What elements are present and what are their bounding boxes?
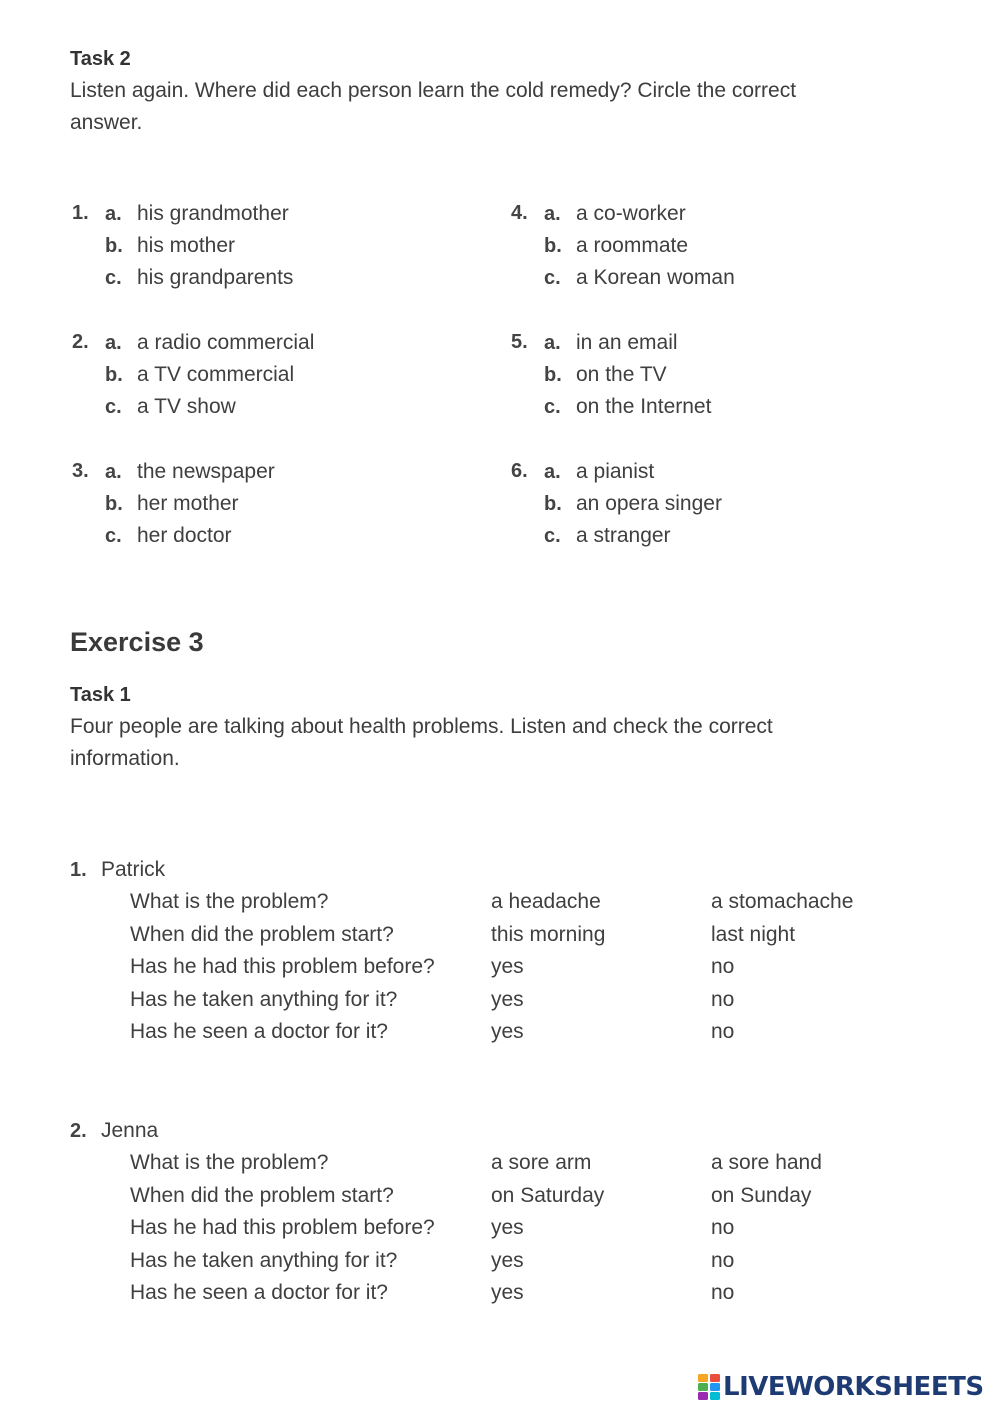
- person-heading: [70, 1119, 158, 1143]
- option-letter: a.: [544, 461, 561, 483]
- question-2: [72, 331, 472, 431]
- option-letter: a.: [544, 332, 561, 354]
- option-text: her doctor: [137, 524, 232, 547]
- option-text: his mother: [137, 234, 236, 257]
- person-name: Jenna: [101, 1119, 159, 1142]
- option-b[interactable]: [105, 363, 294, 387]
- row-option-2[interactable]: on Sunday: [711, 1184, 812, 1207]
- exercise3-title: Exercise 3: [70, 627, 204, 657]
- table-row: [70, 1249, 950, 1281]
- table-row: [70, 923, 950, 955]
- option-letter: a.: [105, 332, 122, 354]
- question-number: 1.: [72, 202, 89, 224]
- row-option-2[interactable]: no: [711, 988, 735, 1011]
- row-option-1[interactable]: yes: [491, 1020, 524, 1043]
- task2-instructions-line2: answer.: [70, 111, 143, 134]
- option-b[interactable]: [105, 492, 239, 516]
- row-question: Has he seen a doctor for it?: [130, 1281, 388, 1304]
- option-a[interactable]: [544, 331, 678, 355]
- option-text: the newspaper: [137, 460, 275, 483]
- option-c[interactable]: [105, 266, 293, 290]
- option-letter: b.: [544, 364, 562, 386]
- option-c[interactable]: [105, 524, 232, 548]
- option-text: a pianist: [576, 460, 655, 483]
- option-letter: a.: [105, 203, 122, 225]
- table-row: [70, 1151, 950, 1183]
- option-text: a co-worker: [576, 202, 686, 225]
- row-option-2[interactable]: a stomachache: [711, 890, 854, 913]
- liveworksheets-logo-text: LIVEWORKSHEETS: [723, 1372, 984, 1402]
- option-text: an opera singer: [576, 492, 722, 515]
- table-row: [70, 988, 950, 1020]
- option-letter: c.: [544, 396, 561, 418]
- row-question: Has he taken anything for it?: [130, 1249, 398, 1272]
- option-letter: c.: [105, 396, 122, 418]
- option-text: his grandparents: [137, 266, 294, 289]
- option-a[interactable]: [544, 460, 654, 484]
- option-letter: b.: [105, 493, 123, 515]
- row-option-2[interactable]: no: [711, 1020, 735, 1043]
- person-block-jenna: [70, 1119, 950, 1309]
- option-text: in an email: [576, 331, 678, 354]
- table-row: [70, 1020, 950, 1052]
- row-question: What is the problem?: [130, 890, 329, 913]
- row-option-1[interactable]: yes: [491, 1216, 524, 1239]
- question-1: [72, 202, 472, 302]
- option-text: a stranger: [576, 524, 671, 547]
- question-3: [72, 460, 472, 560]
- row-option-2[interactable]: no: [711, 955, 735, 978]
- option-text: on the Internet: [576, 395, 712, 418]
- row-option-2[interactable]: no: [711, 1281, 735, 1304]
- option-letter: c.: [544, 525, 561, 547]
- option-text: a TV show: [137, 395, 236, 418]
- table-row: [70, 1281, 950, 1313]
- option-b[interactable]: [544, 492, 722, 516]
- option-letter: c.: [105, 267, 122, 289]
- row-option-2[interactable]: no: [711, 1249, 735, 1272]
- question-4: [511, 202, 911, 302]
- option-letter: b.: [544, 493, 562, 515]
- option-c[interactable]: [544, 395, 711, 419]
- option-b[interactable]: [544, 363, 667, 387]
- exercise3-task1-instructions: [70, 711, 773, 775]
- row-question: Has he seen a doctor for it?: [130, 1020, 388, 1043]
- liveworksheets-logo[interactable]: [698, 1370, 984, 1404]
- question-number: 3.: [72, 460, 89, 482]
- person-heading: [70, 858, 165, 882]
- option-letter: a.: [105, 461, 122, 483]
- task2-instructions-line1: Listen again. Where did each person learn the cold remedy? Circle the correct: [70, 79, 797, 102]
- row-question: Has he had this problem before?: [130, 955, 435, 978]
- person-block-patrick: [70, 858, 950, 1048]
- option-letter: b.: [544, 235, 562, 257]
- question-number: 4.: [511, 202, 528, 224]
- row-option-2[interactable]: no: [711, 1216, 735, 1239]
- table-row: [70, 955, 950, 987]
- task2-instructions: [70, 75, 796, 139]
- option-c[interactable]: [105, 395, 236, 419]
- option-text: a TV commercial: [137, 363, 295, 386]
- person-number: 2.: [70, 1120, 87, 1142]
- row-question: Has he had this problem before?: [130, 1216, 435, 1239]
- exercise3-instructions-line1: Four people are talking about health problems. Listen and check the correct: [70, 715, 773, 738]
- question-number: 2.: [72, 331, 89, 353]
- row-option-1[interactable]: this morning: [491, 923, 606, 946]
- option-letter: b.: [105, 235, 123, 257]
- task2-heading: Task 2: [70, 48, 131, 70]
- row-option-1[interactable]: yes: [491, 1249, 524, 1272]
- row-option-2[interactable]: last night: [711, 923, 796, 946]
- option-a[interactable]: [105, 460, 275, 484]
- row-option-1[interactable]: yes: [491, 955, 524, 978]
- option-letter: c.: [105, 525, 122, 547]
- liveworksheets-logo-icon: [698, 1374, 720, 1400]
- row-question: When did the problem start?: [130, 1184, 394, 1207]
- row-option-1[interactable]: a headache: [491, 890, 601, 913]
- option-text: a Korean woman: [576, 266, 735, 289]
- table-row: [70, 1184, 950, 1216]
- question-number: 6.: [511, 460, 528, 482]
- row-question: When did the problem start?: [130, 923, 394, 946]
- question-5: [511, 331, 911, 431]
- option-letter: b.: [105, 364, 123, 386]
- question-number: 5.: [511, 331, 528, 353]
- row-question: What is the problem?: [130, 1151, 329, 1174]
- option-text: on the TV: [576, 363, 667, 386]
- option-a[interactable]: [105, 202, 289, 226]
- option-letter: a.: [544, 203, 561, 225]
- option-a[interactable]: [105, 331, 314, 355]
- exercise3-task1-heading: Task 1: [70, 684, 131, 706]
- option-text: her mother: [137, 492, 239, 515]
- row-question: Has he taken anything for it?: [130, 988, 398, 1011]
- person-name: Patrick: [101, 858, 166, 881]
- row-option-1[interactable]: yes: [491, 988, 524, 1011]
- option-text: his grandmother: [137, 202, 289, 225]
- person-number: 1.: [70, 859, 87, 881]
- exercise3-instructions-line2: information.: [70, 747, 180, 770]
- row-option-2[interactable]: a sore hand: [711, 1151, 822, 1174]
- row-option-1[interactable]: a sore arm: [491, 1151, 592, 1174]
- option-b[interactable]: [544, 234, 688, 258]
- question-6: [511, 460, 911, 560]
- option-b[interactable]: [105, 234, 235, 258]
- option-text: a radio commercial: [137, 331, 315, 354]
- row-option-1[interactable]: on Saturday: [491, 1184, 605, 1207]
- row-option-1[interactable]: yes: [491, 1281, 524, 1304]
- table-row: [70, 1216, 950, 1248]
- option-text: a roommate: [576, 234, 689, 257]
- option-a[interactable]: [544, 202, 686, 226]
- option-letter: c.: [544, 267, 561, 289]
- table-row: [70, 890, 950, 922]
- option-c[interactable]: [544, 524, 671, 548]
- option-c[interactable]: [544, 266, 735, 290]
